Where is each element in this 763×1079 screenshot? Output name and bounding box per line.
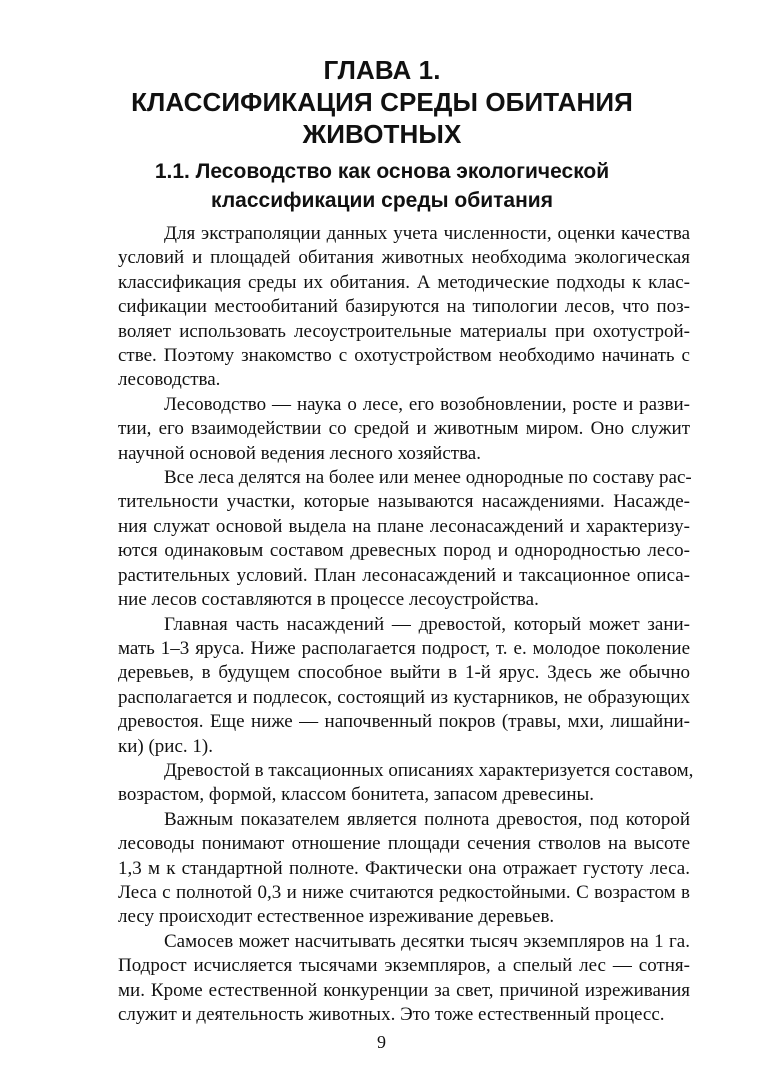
text-line: Главная часть насаждений — древостой, который может зани- <box>164 613 690 635</box>
text-line: ния служат основой выдела на плане лесонасаждений и характеризу- <box>118 515 690 537</box>
text-line: мать 1–3 яруса. Ниже располагается подрост, т. е. молодое поколение <box>118 637 690 659</box>
text-line: Важным показателем является полнота древостоя, под которой <box>164 808 690 830</box>
paragraph <box>72 466 690 612</box>
section-heading <box>72 157 692 215</box>
text-line: классификация среды их обитания. А методические подходы к клас- <box>118 271 690 293</box>
text-line: растительных условий. План лесонасаждений и таксационное описа- <box>118 564 690 586</box>
text-line: деревьев, в будущем способное выйти в 1-й ярус. Здесь же обычно <box>118 662 690 684</box>
text-line: ются одинаковым составом древесных пород и однородностью лесо- <box>118 540 690 562</box>
text-line: 1,3 м к стандартной полноте. Фактически она отражает густоту леса. <box>118 857 690 879</box>
text-line: лесу происходит естественное изреживание деревьев. <box>118 906 555 928</box>
section-title-line: 1.1. Лесоводство как основа экологической <box>154 160 610 183</box>
paragraph <box>72 930 690 1028</box>
text-line: Все леса делятся на более или менее однородные по составу рас- <box>164 467 692 489</box>
text-line: Леса с полнотой 0,3 и ниже считаются редкостойными. С возрастом в <box>118 881 690 903</box>
text-line: стве. Поэтому знакомство с охотустройством необходимо начинать с <box>118 345 690 367</box>
text-line: Древостой в таксационных описаниях характеризуется составом, <box>164 759 694 781</box>
text-line: воляет использовать лесоустроительные материалы при охотустрой- <box>118 320 690 342</box>
chapter-heading <box>72 54 692 150</box>
section-title-line: классификации среды обитания <box>211 189 553 212</box>
text-line: Самосев может насчитывать десятки тысяч экземпляров на 1 га. <box>164 930 690 952</box>
text-line: сификации местообитаний базируются на типологии лесов, что поз- <box>118 296 690 318</box>
chapter-number: ГЛАВА 1. <box>323 55 441 85</box>
text-line: располагается и подлесок, состоящий из кустарников, не образующих <box>118 686 690 708</box>
text-line: лесоводы понимают отношение площади сечения стволов на высоте <box>118 833 690 855</box>
text-line: Для экстраполяции данных учета численности, оценки качества <box>164 223 690 244</box>
text-line: условий и площадей обитания животных необходима экологическая <box>118 247 690 269</box>
chapter-title-line: КЛАССИФИКАЦИЯ СРЕДЫ ОБИТАНИЯ <box>131 87 633 117</box>
text-line: лесоводства. <box>118 369 221 391</box>
text-line: ки) (рис. 1). <box>118 735 213 757</box>
text-line: возрастом, формой, классом бонитета, запасом древесины. <box>118 784 595 806</box>
body-text <box>72 222 694 1027</box>
chapter-title-line: ЖИВОТНЫХ <box>302 119 462 149</box>
text-line: тии, его взаимодействии со средой и животным миром. Оно служит <box>118 418 690 440</box>
paragraph <box>72 808 690 930</box>
text-line: тительности участки, которые называются насаждениями. Насажде- <box>118 491 690 513</box>
page-number: 9 <box>377 1032 386 1052</box>
text-line: служит и деятельность животных. Это тоже естественный процесс. <box>118 1004 665 1025</box>
text-line: ние лесов составляются в процессе лесоустройства. <box>118 589 539 611</box>
text-line: ми. Кроме естественной конкуренции за свет, причиной изреживания <box>118 979 690 1001</box>
text-line: научной основой ведения лесного хозяйства. <box>118 442 481 464</box>
text-line: древостоя. Еще ниже — напочвенный покров (травы, мхи, лишайни- <box>118 711 690 733</box>
paragraph <box>72 613 690 759</box>
paragraph <box>72 393 690 466</box>
paragraph <box>72 759 694 808</box>
text-line: Подрост исчисляется тысячами экземпляров, а спелый лес — сотня- <box>118 955 690 977</box>
text-line: Лесоводство — наука о лесе, его возобновлении, росте и разви- <box>164 393 690 415</box>
paragraph <box>72 222 690 393</box>
